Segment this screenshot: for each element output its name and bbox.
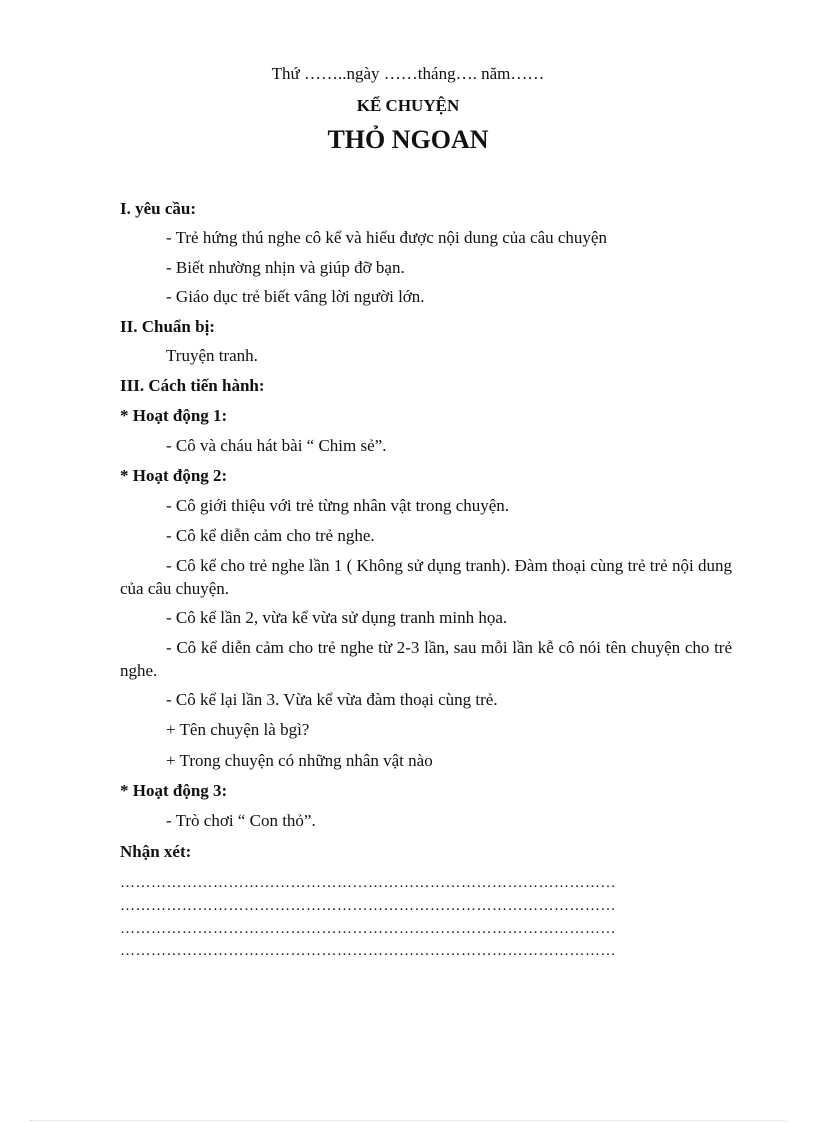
section-1-item: - Trẻ hứng thú nghe cô kể và hiểu được nội dung của câu chuyện bbox=[166, 228, 607, 247]
page-title: THỎ NGOAN bbox=[327, 125, 489, 154]
activity-2-question: + Trong chuyện có những nhân vật nào bbox=[166, 751, 433, 770]
activity-2-paragraph bbox=[120, 554, 732, 600]
activity-3-heading: * Hoạt động 3: bbox=[120, 781, 228, 800]
activity-1-item: - Cô và cháu hát bài “ Chim sẻ”. bbox=[166, 436, 387, 455]
activity-2-item: - Cô kể diễn cảm cho trẻ nghe. bbox=[166, 526, 375, 545]
section-2-heading: II. Chuẩn bị: bbox=[120, 317, 215, 336]
activity-3-item: - Trò chơi “ Con thỏ”. bbox=[166, 811, 316, 830]
activity-2-paragraph bbox=[120, 636, 732, 682]
activity-2-item: - Cô giới thiệu với trẻ từng nhân vật trong chuyện. bbox=[166, 496, 510, 515]
activity-2-item-text: - Cô kể diễn cảm cho trẻ nghe từ 2-3 lần, sau mỗi lần kễ cô nói tên chuyện cho trẻ nghe. bbox=[120, 638, 732, 680]
remarks-dotted-line: …………………………………………………………………………………… bbox=[120, 875, 616, 891]
activity-2-item-text: - Cô kể cho trẻ nghe lần 1 ( Không sử dụng tranh). Đàm thoại cùng trẻ trẻ nội dung của câu chuyện. bbox=[120, 556, 732, 598]
activity-2-item: - Cô kể lại lần 3. Vừa kể vừa đàm thoại cùng trẻ. bbox=[166, 690, 498, 709]
date-line: Thứ ……..ngày ……tháng…. năm…… bbox=[271, 64, 545, 83]
section-3-heading: III. Cách tiến hành: bbox=[120, 376, 265, 395]
remarks-dotted-line: …………………………………………………………………………………… bbox=[120, 921, 616, 937]
activity-2-heading: * Hoạt động 2: bbox=[120, 466, 228, 485]
activity-2-item: - Cô kể lần 2, vừa kể vừa sử dụng tranh minh họa. bbox=[166, 608, 508, 627]
remarks-dotted-line: …………………………………………………………………………………… bbox=[120, 898, 616, 914]
section-1-heading: I. yêu cầu: bbox=[120, 199, 197, 218]
remarks-dotted-line: …………………………………………………………………………………… bbox=[120, 943, 616, 959]
activity-2-question: + Tên chuyện là bgì? bbox=[166, 720, 310, 739]
section-1-item: - Biết nhường nhịn và giúp đỡ bạn. bbox=[166, 258, 405, 277]
section-1-item: - Giáo dục trẻ biết vâng lời người lớn. bbox=[166, 287, 425, 306]
activity-1-heading: * Hoạt động 1: bbox=[120, 406, 228, 425]
page-bottom-divider bbox=[30, 1120, 786, 1121]
section-2-text: Truyện tranh. bbox=[166, 346, 258, 365]
subject-heading: KỂ CHUYỆN bbox=[356, 96, 460, 115]
remarks-heading: Nhận xét: bbox=[120, 842, 192, 861]
